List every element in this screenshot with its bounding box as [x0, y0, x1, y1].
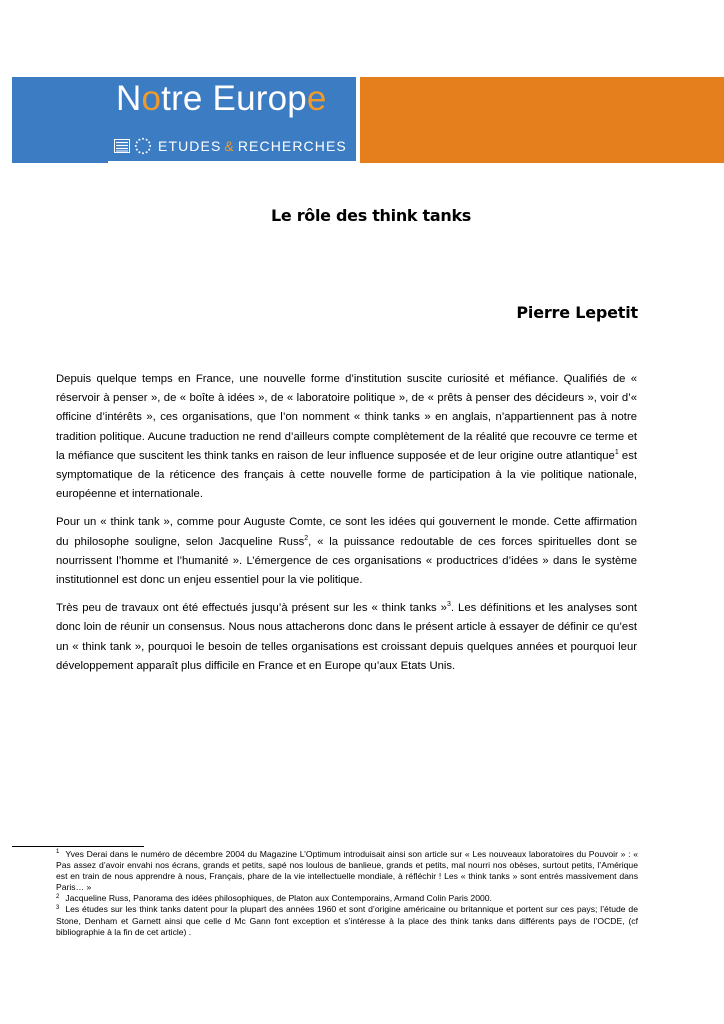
banner-orange-block [360, 77, 724, 163]
footnote-ref-2: 2 [304, 534, 309, 542]
footnote-3: $^3$ Les études sur les think tanks datent pour la plupart des années 1960 et sont d’origine américaine ou britannique et portent sur ces pays; l’étude de Stone, Denham et Garnett ainsi que celle d Mc Gann font exception et s’intéresse à la place des think tanks dans différents pays de l’OCDE, (cf bibliographie à la fin de cet article) . [56, 904, 638, 937]
logo-subtitle [114, 135, 347, 157]
logo-wordmark: Notre Europe [116, 79, 327, 118]
footnote-ref-3: 3 [446, 601, 451, 609]
document-icon [114, 139, 130, 153]
eu-stars-icon [134, 137, 152, 155]
banner-blue-block [12, 77, 108, 163]
paragraph-2: Pour un « think tank », comme pour Auguste Comte, ce sont les idées qui gouvernent le monde. Cette affirmation du philosophe souligne, selon Jacqueline Russ$^2$, « la puissance redoutable de ces forces spirituelles dont se nourrissent l’homme et l’humanité ». L’émergence de ces organisations « productrices d’idées » dans le système institutionnel est donc un enjeu essentiel pour la vie politique. [56, 516, 637, 587]
banner-logo-frame [108, 77, 360, 163]
footnote-separator [12, 846, 144, 847]
footnotes [56, 849, 638, 938]
footnote-ref-1: 1 [614, 449, 619, 457]
paragraph-1: Depuis quelque temps en France, une nouvelle forme d’institution suscite curiosité et méfiance. Qualifiés de « réservoir à penser », de « boîte à idées », de « laboratoire politique », de « prêts à penser des décideurs », voir d’« officine d’intérêts », ces organisations, que l’on nomment « think tanks » en anglais, n’appartiennent pas à notre tradition politique. Aucune traduction ne rend d’ailleurs compte complètement de la réalité que recouvre ce terme et la méfiance que suscitent les think tanks en raison de leur influence supposée et de leur origine outre atlantique$^1$ est symptomatique de la réticence des français à cette nouvelle forme de participation à la vie politique nationale, européenne et internationale. [56, 373, 637, 501]
header-banner [12, 77, 724, 163]
logo-card [108, 77, 356, 161]
footnote-2: $^2$ Jacqueline Russ, Panorama des idées philosophiques, de Platon aux Contemporains, Armand Colin Paris 2000. [56, 893, 492, 904]
paragraph-3: Très peu de travaux ont été effectués jusqu’à présent sur les « think tanks »$^3$. Les définitions et les analyses sont donc loin de réunir un consensus. Nous nous attacherons donc dans le présent article à essayer de définir ce qu’est un « think tank », pourquoi le besoin de telles organisations est croissant depuis quelques années et pourquoi leur développement apparaît plus difficile en France et en Europe qu’aux Etats Unis. [56, 601, 637, 672]
author-name: Pierre Lepetit [516, 303, 638, 322]
article-body [56, 370, 637, 685]
footnote-1: $^1$ Yves Derai dans le numéro de décembre 2004 du Magazine L’Optimum introduisait ainsi son article sur « Les nouveaux laboratoires du Pouvoir » : « Pas assez d’avoir envahi nos écrans, grands et petits, sapé nos loulous de banlieue, grands et petits, mal nourri nos obèses, surtout petits, l’Amérique est en train de nous apprendre à nous, Français, phare de la vie intellectuelle mondiale, à réfléchir ! Les « think tanks » sont entrés massivement dans Paris… » [56, 849, 638, 893]
logo-subtitle-text: ETUDES & RECHERCHES [158, 138, 347, 154]
document-title: Le rôle des think tanks [270, 206, 472, 225]
